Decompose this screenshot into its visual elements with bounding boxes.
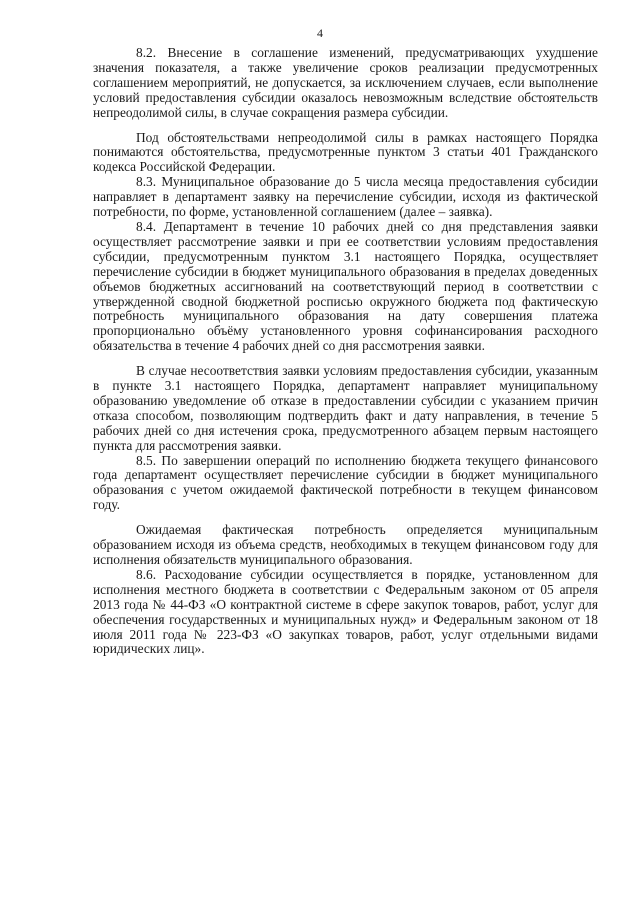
page-number: 4 xyxy=(317,26,323,40)
paragraph-expected-need: Ожидаемая фактическая потребность определяется муниципальным образованием исходя из объема средств, необходимых в текущем финансовом году для исполнения обязательств муниципального образования. xyxy=(93,522,598,567)
paragraph-8-4: 8.4. Департамент в течение 10 рабочих дней со дня представления заявки осуществляет рассмотрение заявки и при ее соответствии условиям предоставления субсидии, предусмотренным пунктом 3.1 настоящего Порядка, осуществляет перечисление субсидии в бюджет муниципального образования в пределах доведенных объемов бюджетных ассигнований на соответствующий период в соответствии с утвержденной сводной бюджетной росписью окружного бюджета под фактическую потребность муниципального образования на дату совершения платежа пропорционально объёму установленного уровня софинансирования расходного обязательства в течение 4 рабочих дней со дня рассмотрения заявки. xyxy=(93,218,598,354)
document-body xyxy=(93,46,598,657)
paragraph-8-3: 8.3. Муниципальное образование до 5 числа месяца предоставления субсидии направляет в департамент заявку на перечисление субсидии, исходя из фактической потребности, по форме, установленной соглашением (далее – заявка). xyxy=(93,174,598,220)
paragraph-8-2: 8.2. Внесение в соглашение изменений, предусматривающих ухудшение значения показателя, а также увеличение сроков реализации предусмотренных соглашением мероприятий, не допускается, за исключением случаев, если выполнение условий предоставления субсидии оказалось невозможным вследствие обстоятельств непреодолимой силы, в случае сокращения размера субсидии. xyxy=(93,45,598,120)
paragraph-force-majeure: Под обстоятельствами непреодолимой силы в рамках настоящего Порядка понимаются обстоятельства, предусмотренные пунктом 3 статьи 401 Гражданского кодекса Российской Федерации. xyxy=(93,129,598,175)
paragraph-8-6: 8.6. Расходование субсидии осуществляется в порядке, установленном для исполнения местного бюджета в соответствии с Федеральным законом от 05 апреля 2013 года № 44-ФЗ «О контрактной системе в сфере закупок товаров, работ, услуг для обеспечения государственных и муниципальных нужд» и Федеральным законом от 18 июля 2011 года № 223-ФЗ «О закупках товаров, работ, услуг отдельными видами юридических лиц». xyxy=(93,566,598,657)
paragraph-8-5: 8.5. По завершении операций по исполнению бюджета текущего финансового года департамент осуществляет перечисление субсидии в бюджет муниципального образования с учетом ожидаемой фактической потребности в текущем финансовом году. xyxy=(93,452,598,513)
paragraph-rejection: В случае несоответствия заявки условиям предоставления субсидии, указанным в пункте 3.1 настоящего Порядка, департамент направляет муниципальному образованию уведомление об отказе в предоставлении субсидии с указанием причин отказа способом, позволяющим подтвердить факт и дату направления, в течение 5 рабочих дней со дня истечения срока, предусмотренного абзацем первым настоящего пункта для рассмотрения заявки. xyxy=(93,363,598,453)
